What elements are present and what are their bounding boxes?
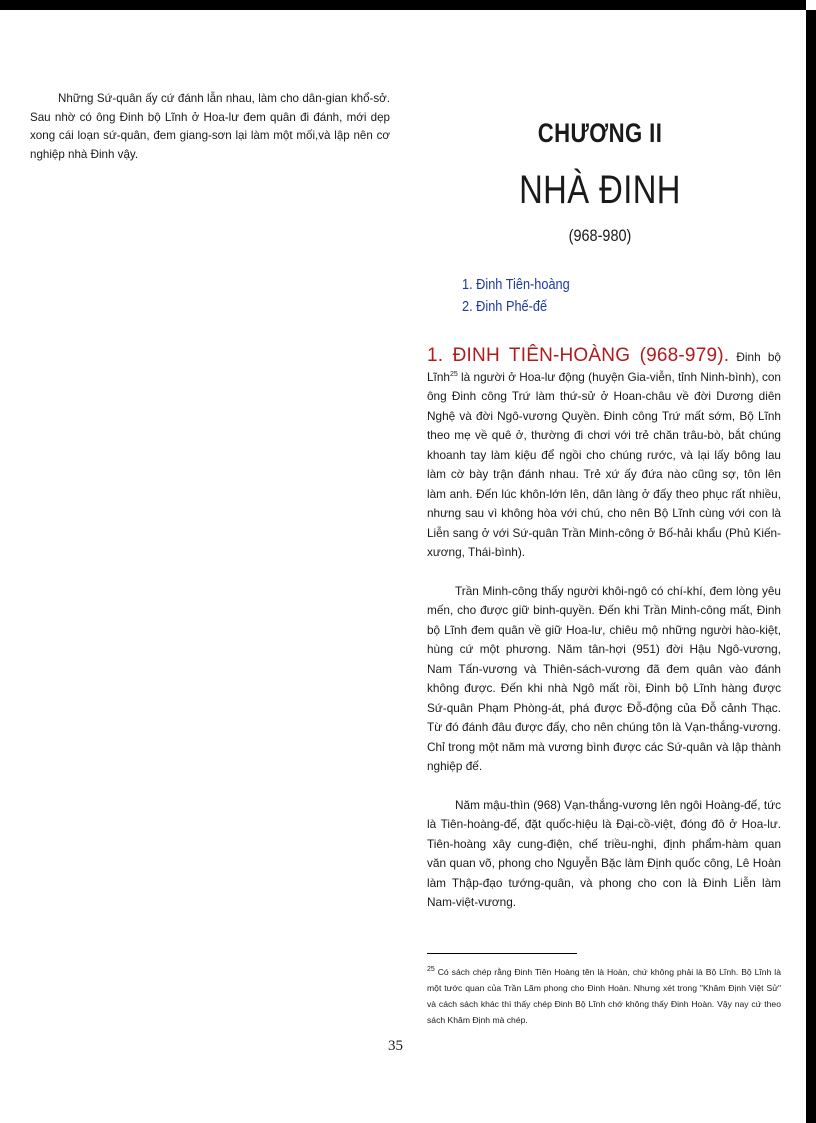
chapter-label: CHƯƠNG II xyxy=(537,118,663,148)
paragraph-2: Trần Minh-công thấy người khôi-ngô có chí-khí, đem lòng yêu mến, cho được giữ binh-quyền. Đến khi Trần Minh-công mất, Đinh bộ Lĩnh đem quân về giữ Hoa-lư, chiêu mộ những người hào-kiệt, hùng cứ một phương. Năm tân-hợi (951) đời Hậu Ngô-vương, Nam Tấn-vương và Thiên-sách-vương đã đem quân vào đánh không được. Đến khi nhà Ngô mất rồi, Đinh bộ Lĩnh hàng được Sứ-quân Phạm Phòng-át, phá được Đỗ-động của Đỗ cảnh Thạc. Từ đó đánh đâu được đấy, cho nên chúng tôn là Vạn-thắng-vương. Chỉ trong một năm mà vương bình được các Sứ-quân và lập thành nghiệp đế. xyxy=(427,583,781,773)
footnote-number: 25 xyxy=(427,966,435,974)
footnote-text: Có sách chép rằng Đinh Tiên Hoàng tên là Hoàn, chứ không phải là Bộ Lĩnh. Bộ Lĩnh là một tước quan của Trần Lãm phong cho Đinh Hoàn. Nhưng xét trong "Khâm Định Việt Sử" và cách sách khác thì thấy chép Đinh Bộ Lĩnh chớ không thấy Đinh Hoàn. Vậy nay cứ theo sách Khâm Định mà chép. xyxy=(427,967,781,1025)
intro-paragraph: Những Sứ-quân ấy cứ đánh lẫn nhau, làm cho dân-gian khổ-sở. Sau nhờ có ông Đinh bộ Lĩnh ở Hoa-lư đem quân đi đánh, mới dẹp xong cái loạn sứ-quân, đem giang-sơn lại làm một mối,và lập nên cơ nghiệp nhà Đinh vậy. xyxy=(30,92,390,161)
section-heading: 1. ĐINH TIÊN-HOÀNG (968-979). xyxy=(427,345,730,366)
page-number: 35 xyxy=(388,1038,403,1054)
footnote-divider xyxy=(427,953,577,954)
paragraph-3: Năm mậu-thìn (968) Vạn-thắng-vương lên ngôi Hoàng-đế, tức là Tiên-hoàng-đế, đặt quốc-hiệu là Đại-cồ-việt, đóng đô ở Hoa-lư. Tiên-hoàng xây cung-điện, chế triều-nghi, định phẩm-hàm quan văn quan võ, phong cho Nguyễn Bặc làm Định quốc công, Lê Hoàn làm Thập-đạo tướng-quân, và phong cho con là Đinh Liễn làm Nam-việt-vương. xyxy=(427,797,781,909)
main-text-column xyxy=(427,346,781,913)
footnote xyxy=(427,964,781,1028)
toc-item-dinh-phe-de[interactable]: 2. Đinh Phế-đế xyxy=(462,298,548,315)
chapter-years: (968-980) xyxy=(568,226,632,245)
page-border-right xyxy=(806,10,816,1123)
table-of-contents xyxy=(462,274,589,318)
chapter-title: NHÀ ĐINH xyxy=(519,168,681,212)
section-lead: Đinh bộ Lĩnh xyxy=(427,350,781,384)
page-border-top xyxy=(0,0,806,10)
footnote-reference[interactable]: 25 xyxy=(449,370,458,378)
toc-item-dinh-tien-hoang[interactable]: 1. Đinh Tiên-hoàng xyxy=(462,276,570,293)
section-1-paragraph xyxy=(427,346,781,563)
section-1-text: là người ở Hoa-lư động (huyện Gia-viễn, tỉnh Ninh-bình), con ông Đinh công Trứ làm thứ-sử ở Hoan-châu về đời Dương diên Nghệ và đời Ngô-vương Quyền. Đinh công Trứ mất sớm, Bộ Lĩnh theo mẹ về quê ở, thường đi chơi với trẻ chăn trâu-bò, bắt chúng khoanh tay làm kiệu để ngồi cho chúng rước, và lại lấy bông lau làm cờ bày trận đánh nhau. Trẻ xứ ấy đứa nào cũng sợ, tôn lên làm anh. Đến lúc khôn-lớn lên, dân làng ở đấy theo phục rất nhiều, nhưng sau vì không hòa với chú, cho nên Bộ Lĩnh cùng với con là Liễn sang ở với Sứ-quân Trần Minh-công ở Bố-hải khẩu (Phủ Kiến-xương, Thái-bình). xyxy=(427,369,781,559)
